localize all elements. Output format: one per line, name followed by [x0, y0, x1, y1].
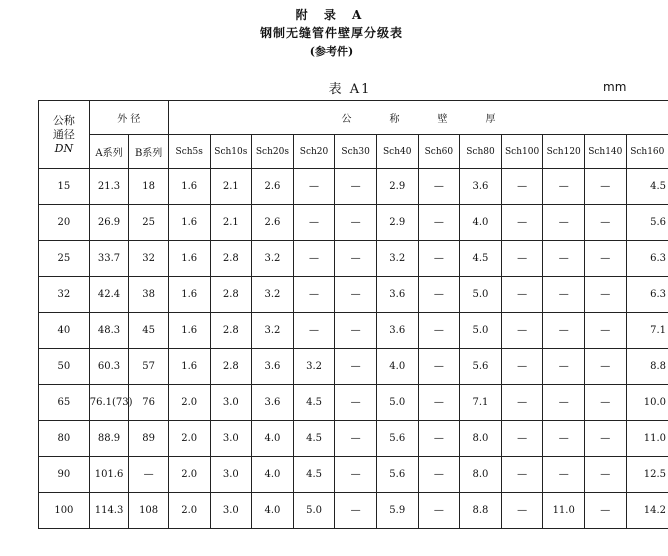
table-row	[39, 313, 668, 349]
thickness-cell: 2.0	[168, 457, 210, 493]
thickness-cell: —	[418, 457, 460, 493]
thickness-cell: —	[335, 277, 377, 313]
thickness-cell: 2.0	[168, 421, 210, 457]
thickness-cell: —	[501, 241, 543, 277]
table-row	[39, 457, 668, 493]
thickness-cell: —	[543, 421, 585, 457]
outer-diameter-header: 外 径	[89, 101, 168, 135]
thickness-cell: 6.3	[626, 241, 668, 277]
thickness-cell: 3.0	[210, 385, 252, 421]
thickness-cell: 1.6	[168, 349, 210, 385]
thickness-cell: 1.6	[168, 169, 210, 205]
thickness-cell: 8.8	[460, 493, 502, 529]
thickness-cell: —	[418, 277, 460, 313]
schedule-header: Sch100	[501, 135, 543, 169]
nominal-wall-thickness-header: 公称壁厚	[168, 101, 668, 135]
thickness-cell: 5.6	[376, 457, 418, 493]
thickness-cell: 1.6	[168, 205, 210, 241]
thickness-cell: 11.0	[626, 421, 668, 457]
od-b-cell: 38	[129, 277, 169, 313]
thickness-cell: 5.0	[460, 313, 502, 349]
thickness-cell: 4.5	[293, 457, 335, 493]
schedule-header: Sch120	[543, 135, 585, 169]
thickness-cell: —	[501, 277, 543, 313]
thickness-cell: —	[543, 349, 585, 385]
od-a-cell: 76.1(73)	[89, 385, 129, 421]
dn-cell: 25	[39, 241, 90, 277]
thickness-cell: 1.6	[168, 277, 210, 313]
dn-cell: 65	[39, 385, 90, 421]
thickness-cell: 3.0	[210, 457, 252, 493]
thickness-cell: 3.6	[460, 169, 502, 205]
thickness-cell: —	[501, 421, 543, 457]
series-b-header: B系列	[129, 135, 169, 169]
thickness-cell: —	[585, 457, 627, 493]
thickness-cell: 3.6	[252, 349, 294, 385]
od-a-cell: 48.3	[89, 313, 129, 349]
reference-note: (参考件)	[309, 45, 354, 58]
thickness-cell: —	[543, 313, 585, 349]
od-b-cell: 76	[129, 385, 169, 421]
thickness-cell: —	[543, 205, 585, 241]
thickness-cell: —	[335, 313, 377, 349]
thickness-cell: —	[585, 493, 627, 529]
dn-cell: 40	[39, 313, 90, 349]
thickness-cell: —	[335, 349, 377, 385]
thickness-cell: —	[585, 385, 627, 421]
dn-label-line3: DN	[54, 141, 74, 155]
thickness-cell: 5.0	[293, 493, 335, 529]
thickness-cell: 14.2	[626, 493, 668, 529]
thickness-cell: 3.6	[252, 385, 294, 421]
od-a-cell: 101.6	[89, 457, 129, 493]
thickness-cell: —	[585, 241, 627, 277]
thickness-cell: 8.0	[460, 457, 502, 493]
od-a-cell: 60.3	[89, 349, 129, 385]
thickness-cell: —	[501, 349, 543, 385]
thickness-cell: —	[335, 385, 377, 421]
thickness-cell: 3.2	[376, 241, 418, 277]
od-b-cell: 45	[129, 313, 169, 349]
thickness-cell: —	[418, 493, 460, 529]
od-a-cell: 42.4	[89, 277, 129, 313]
thickness-cell: —	[335, 457, 377, 493]
thickness-cell: —	[543, 169, 585, 205]
thickness-cell: —	[335, 421, 377, 457]
document-title: 钢制无缝管件壁厚分级表	[259, 26, 403, 40]
od-a-cell: 33.7	[89, 241, 129, 277]
dn-cell: 80	[39, 421, 90, 457]
dn-cell: 100	[39, 493, 90, 529]
nominal-diameter-header	[39, 101, 90, 169]
thickness-cell: —	[543, 457, 585, 493]
od-b-cell: 18	[129, 169, 169, 205]
thickness-cell: 2.0	[168, 385, 210, 421]
thickness-cell: 4.0	[252, 493, 294, 529]
table-row	[39, 277, 668, 313]
table-row	[39, 241, 668, 277]
thickness-cell: —	[335, 169, 377, 205]
thickness-cell: —	[501, 493, 543, 529]
thickness-cell: 2.6	[252, 205, 294, 241]
thickness-cell: 2.9	[376, 169, 418, 205]
thickness-cell: —	[293, 313, 335, 349]
thickness-cell: 2.9	[376, 205, 418, 241]
od-b-cell: 32	[129, 241, 169, 277]
od-b-cell: 25	[129, 205, 169, 241]
thickness-cell: —	[501, 457, 543, 493]
thickness-cell: 2.0	[168, 493, 210, 529]
thickness-cell: 4.0	[376, 349, 418, 385]
thickness-cell: —	[585, 313, 627, 349]
appendix-heading: 附 录 A	[295, 8, 368, 22]
thickness-cell: —	[418, 241, 460, 277]
thickness-cell: —	[418, 349, 460, 385]
schedule-header: Sch40	[376, 135, 418, 169]
schedule-header: Sch10s	[210, 135, 252, 169]
dn-label-line1: 公称	[52, 113, 75, 127]
od-a-cell: 114.3	[89, 493, 129, 529]
thickness-cell: 7.1	[626, 313, 668, 349]
thickness-cell: 12.5	[626, 457, 668, 493]
thickness-cell: 4.5	[293, 421, 335, 457]
thickness-cell: 1.6	[168, 241, 210, 277]
thickness-cell: 3.6	[376, 313, 418, 349]
thickness-cell: 4.0	[252, 421, 294, 457]
thickness-cell: 2.1	[210, 205, 252, 241]
thickness-cell: 3.2	[252, 241, 294, 277]
thickness-cell: 1.6	[168, 313, 210, 349]
table-row	[39, 349, 668, 385]
thickness-cell: 3.2	[293, 349, 335, 385]
thickness-cell: 8.0	[460, 421, 502, 457]
table-row	[39, 493, 668, 529]
thickness-cell: —	[585, 169, 627, 205]
thickness-cell: —	[585, 349, 627, 385]
thickness-cell: 11.0	[543, 493, 585, 529]
thickness-cell: 3.0	[210, 493, 252, 529]
table-row	[39, 421, 668, 457]
dn-cell: 90	[39, 457, 90, 493]
od-b-cell: —	[129, 457, 169, 493]
thickness-cell: 2.8	[210, 313, 252, 349]
thickness-cell: 4.5	[460, 241, 502, 277]
thickness-cell: 3.0	[210, 421, 252, 457]
thickness-cell: —	[418, 385, 460, 421]
dn-label-line2: 通径	[52, 127, 75, 141]
thickness-cell: 4.5	[293, 385, 335, 421]
thickness-cell: —	[335, 241, 377, 277]
thickness-cell: 6.3	[626, 277, 668, 313]
schedule-header: Sch20	[293, 135, 335, 169]
thickness-cell: —	[543, 241, 585, 277]
thickness-cell: 2.1	[210, 169, 252, 205]
thickness-cell: —	[543, 277, 585, 313]
thickness-cell: —	[418, 313, 460, 349]
thickness-cell: —	[293, 241, 335, 277]
thickness-cell: 2.8	[210, 241, 252, 277]
thickness-cell: —	[293, 277, 335, 313]
thickness-cell: —	[501, 313, 543, 349]
schedule-header: Sch5s	[168, 135, 210, 169]
od-b-cell: 57	[129, 349, 169, 385]
thickness-cell: —	[418, 205, 460, 241]
od-b-cell: 89	[129, 421, 169, 457]
table-row	[39, 169, 668, 205]
thickness-cell: 3.6	[376, 277, 418, 313]
schedule-header: Sch160	[626, 135, 668, 169]
dn-cell: 50	[39, 349, 90, 385]
thickness-cell: 3.2	[252, 313, 294, 349]
thickness-cell: 10.0	[626, 385, 668, 421]
schedule-header: Sch80	[460, 135, 502, 169]
thickness-cell: 5.0	[376, 385, 418, 421]
thickness-cell: —	[501, 385, 543, 421]
thickness-cell: 5.0	[460, 277, 502, 313]
schedule-header: Sch140	[585, 135, 627, 169]
dn-cell: 15	[39, 169, 90, 205]
thickness-cell: 4.0	[252, 457, 294, 493]
thickness-cell: —	[543, 385, 585, 421]
thickness-cell: 2.8	[210, 277, 252, 313]
dn-cell: 20	[39, 205, 90, 241]
od-b-cell: 108	[129, 493, 169, 529]
thickness-cell: —	[293, 205, 335, 241]
od-a-cell: 88.9	[89, 421, 129, 457]
od-a-cell: 21.3	[89, 169, 129, 205]
thickness-cell: —	[418, 421, 460, 457]
thickness-cell: 8.8	[626, 349, 668, 385]
thickness-cell: 4.5	[626, 169, 668, 205]
thickness-cell: —	[418, 169, 460, 205]
thickness-cell: —	[501, 169, 543, 205]
schedule-header: Sch20s	[252, 135, 294, 169]
thickness-cell: 5.6	[626, 205, 668, 241]
thickness-cell: 5.6	[460, 349, 502, 385]
thickness-cell: 5.6	[376, 421, 418, 457]
thickness-cell: —	[501, 205, 543, 241]
series-a-header: A系列	[89, 135, 129, 169]
table-row	[39, 385, 668, 421]
thickness-cell: 2.8	[210, 349, 252, 385]
thickness-cell: 5.9	[376, 493, 418, 529]
thickness-cell: —	[293, 169, 335, 205]
table-row	[39, 205, 668, 241]
schedule-header: Sch30	[335, 135, 377, 169]
wall-thickness-table	[38, 100, 668, 529]
thickness-cell: 3.2	[252, 277, 294, 313]
dn-cell: 32	[39, 277, 90, 313]
unit-label: mm	[603, 80, 627, 94]
thickness-cell: 7.1	[460, 385, 502, 421]
schedule-header: Sch60	[418, 135, 460, 169]
thickness-cell: —	[585, 205, 627, 241]
table-caption: 表 A1	[328, 82, 372, 97]
od-a-cell: 26.9	[89, 205, 129, 241]
thickness-cell: 4.0	[460, 205, 502, 241]
thickness-cell: 2.6	[252, 169, 294, 205]
thickness-cell: —	[335, 205, 377, 241]
thickness-cell: —	[585, 421, 627, 457]
thickness-cell: —	[335, 493, 377, 529]
thickness-cell: —	[585, 277, 627, 313]
